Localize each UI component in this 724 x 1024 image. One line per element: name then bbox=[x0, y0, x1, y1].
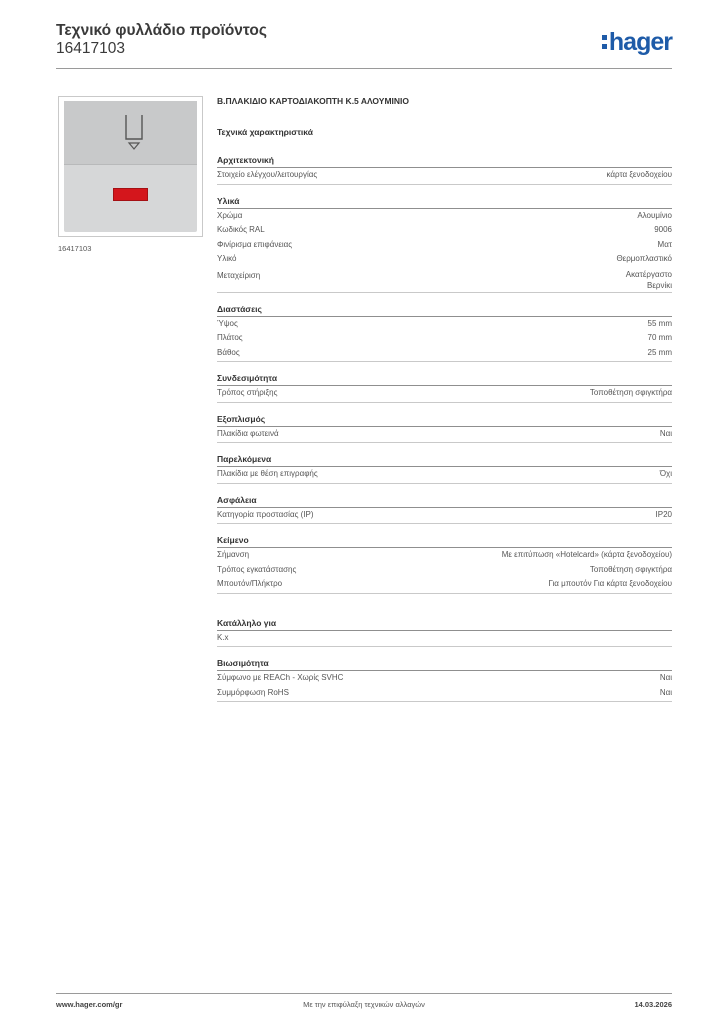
spec-value: Ναι bbox=[659, 428, 672, 438]
spec-value-line: Βερνίκι bbox=[646, 280, 672, 290]
spec-row bbox=[217, 671, 672, 686]
spec-value: Για μπουτόν Για κάρτα ξενοδοχείου bbox=[548, 579, 672, 588]
spec-label: K.x bbox=[217, 632, 229, 642]
spec-label: Τρόπος εγκατάστασης bbox=[217, 564, 297, 574]
spec-label: Μπουτόν/Πλήκτρο bbox=[217, 579, 283, 588]
spec-content bbox=[217, 96, 672, 712]
section-divider bbox=[217, 361, 672, 362]
spec-value: Ναι bbox=[659, 673, 672, 682]
spec-section bbox=[217, 195, 672, 293]
footer-date: 14.03.2026 bbox=[634, 1000, 672, 1009]
spec-value: Θερμοπλαστικό bbox=[616, 254, 672, 263]
card-slot bbox=[64, 101, 197, 165]
header-title: Τεχνικό φυλλάδιο προϊόντος bbox=[56, 22, 267, 39]
spec-label: Μεταχείριση bbox=[217, 270, 261, 280]
section-divider bbox=[217, 701, 672, 702]
section-divider bbox=[217, 646, 672, 647]
product-code: 16417103 bbox=[56, 40, 125, 57]
spec-row bbox=[217, 631, 672, 646]
spec-row bbox=[217, 209, 672, 224]
spec-label: Σήμανση bbox=[217, 550, 250, 559]
section-title: Κατάλληλο για bbox=[217, 617, 672, 631]
section-title: Αρχιτεκτονική bbox=[217, 154, 672, 168]
spec-value: Τοποθέτηση σφιγκτήρα bbox=[589, 564, 672, 574]
spec-row bbox=[217, 686, 672, 701]
spec-label: Χρώμα bbox=[217, 210, 243, 220]
spec-section bbox=[217, 372, 672, 403]
section-title: Υλικά bbox=[217, 195, 672, 209]
spec-label: Συμμόρφωση RoHS bbox=[217, 687, 289, 697]
spec-section bbox=[217, 534, 672, 594]
product-image bbox=[58, 96, 203, 237]
spec-row bbox=[217, 331, 672, 346]
section-title: Παρελκόμενα bbox=[217, 453, 672, 467]
footer-url[interactable]: www.hager.com/gr bbox=[56, 1000, 123, 1009]
spec-label: Βάθος bbox=[217, 347, 240, 357]
spec-value bbox=[626, 269, 672, 291]
spec-section bbox=[217, 154, 672, 185]
spec-value: Όχι bbox=[659, 469, 672, 478]
cover-plate bbox=[64, 101, 197, 232]
spec-row bbox=[217, 168, 672, 183]
spec-value: 9006 bbox=[654, 225, 672, 234]
spec-value: Αλουμίνιο bbox=[637, 210, 672, 220]
spec-value: Ναι bbox=[659, 687, 672, 697]
section-divider bbox=[217, 292, 672, 293]
spec-section bbox=[217, 494, 672, 525]
spec-row bbox=[217, 252, 672, 267]
spec-row bbox=[217, 508, 672, 523]
spec-value: 25 mm bbox=[647, 347, 672, 357]
spec-row bbox=[217, 548, 672, 563]
spec-value: Ματ bbox=[657, 239, 672, 249]
spec-label: Πλακίδια με θέση επιγραφής bbox=[217, 469, 318, 478]
spec-sections bbox=[217, 154, 672, 702]
spec-value: Με επιτύπωση «Hotelcard» (κάρτα ξενοδοχείου) bbox=[501, 550, 672, 559]
spec-row bbox=[217, 467, 672, 482]
spec-row bbox=[217, 317, 672, 332]
footer bbox=[56, 993, 672, 1009]
spec-label: Κατηγορία προστασίας (IP) bbox=[217, 509, 314, 519]
hager-logo[interactable] bbox=[602, 27, 672, 57]
spec-row bbox=[217, 267, 672, 291]
spec-label: Υλικό bbox=[217, 254, 237, 263]
spec-row bbox=[217, 223, 672, 238]
spec-value-line: Ακατέργαστο bbox=[625, 269, 672, 279]
spec-section bbox=[217, 657, 672, 702]
spec-row bbox=[217, 238, 672, 253]
section-divider bbox=[217, 523, 672, 524]
spec-row bbox=[217, 563, 672, 578]
spec-label: Φινίρισμα επιφάνειας bbox=[217, 239, 293, 249]
spec-section bbox=[217, 453, 672, 484]
section-divider bbox=[217, 593, 672, 594]
spec-label: Τρόπος στήριξης bbox=[217, 388, 278, 397]
led-indicator bbox=[113, 188, 148, 201]
spec-value: 55 mm bbox=[647, 318, 672, 328]
spec-label: Σύμφωνο με REACh - Χωρίς SVHC bbox=[217, 673, 344, 682]
spec-value: κάρτα ξενοδοχείου bbox=[606, 170, 672, 179]
section-title: Εξοπλισμός bbox=[217, 413, 672, 427]
logo-text: hager bbox=[608, 27, 672, 56]
spec-label: Στοιχείο ελέγχου/λειτουργίας bbox=[217, 170, 318, 179]
section-title: Βιωσιμότητα bbox=[217, 657, 672, 671]
section-divider bbox=[217, 184, 672, 185]
spec-value: Τοποθέτηση σφιγκτήρα bbox=[589, 388, 672, 397]
product-title: Β.ΠΛΑΚΙΔΙΟ ΚΑΡΤΟΔΙΑΚΟΠΤΗ Κ.5 ΑΛΟΥΜΙΝΙΟ bbox=[217, 96, 410, 106]
section-title: Κείμενο bbox=[217, 534, 672, 548]
section-divider bbox=[217, 483, 672, 484]
hotel-card-icon bbox=[114, 111, 154, 153]
logo-dots-icon bbox=[602, 35, 607, 49]
section-divider bbox=[217, 402, 672, 403]
spec-value: IP20 bbox=[655, 509, 672, 519]
spec-section bbox=[217, 413, 672, 444]
spec-label: Κωδικός RAL bbox=[217, 225, 265, 234]
header-divider bbox=[56, 68, 672, 69]
spec-label: Πλάτος bbox=[217, 333, 243, 342]
spec-heading: Τεχνικά χαρακτηριστικά bbox=[217, 127, 313, 137]
spec-section bbox=[217, 303, 672, 363]
spec-value: 70 mm bbox=[647, 333, 672, 342]
spec-row bbox=[217, 386, 672, 401]
section-title: Ασφάλεια bbox=[217, 494, 672, 508]
spec-section bbox=[217, 617, 672, 648]
section-divider bbox=[217, 442, 672, 443]
spec-row bbox=[217, 577, 672, 592]
spec-label: Ύψος bbox=[217, 318, 238, 328]
footer-note: Με την επιφύλαξη τεχνικών αλλαγών bbox=[303, 1000, 425, 1009]
spec-label: Πλακίδια φωτεινά bbox=[217, 428, 279, 438]
spec-row bbox=[217, 346, 672, 361]
image-caption: 16417103 bbox=[58, 244, 92, 253]
section-title: Συνδεσιμότητα bbox=[217, 372, 672, 386]
section-title: Διαστάσεις bbox=[217, 303, 672, 317]
spec-row bbox=[217, 427, 672, 442]
